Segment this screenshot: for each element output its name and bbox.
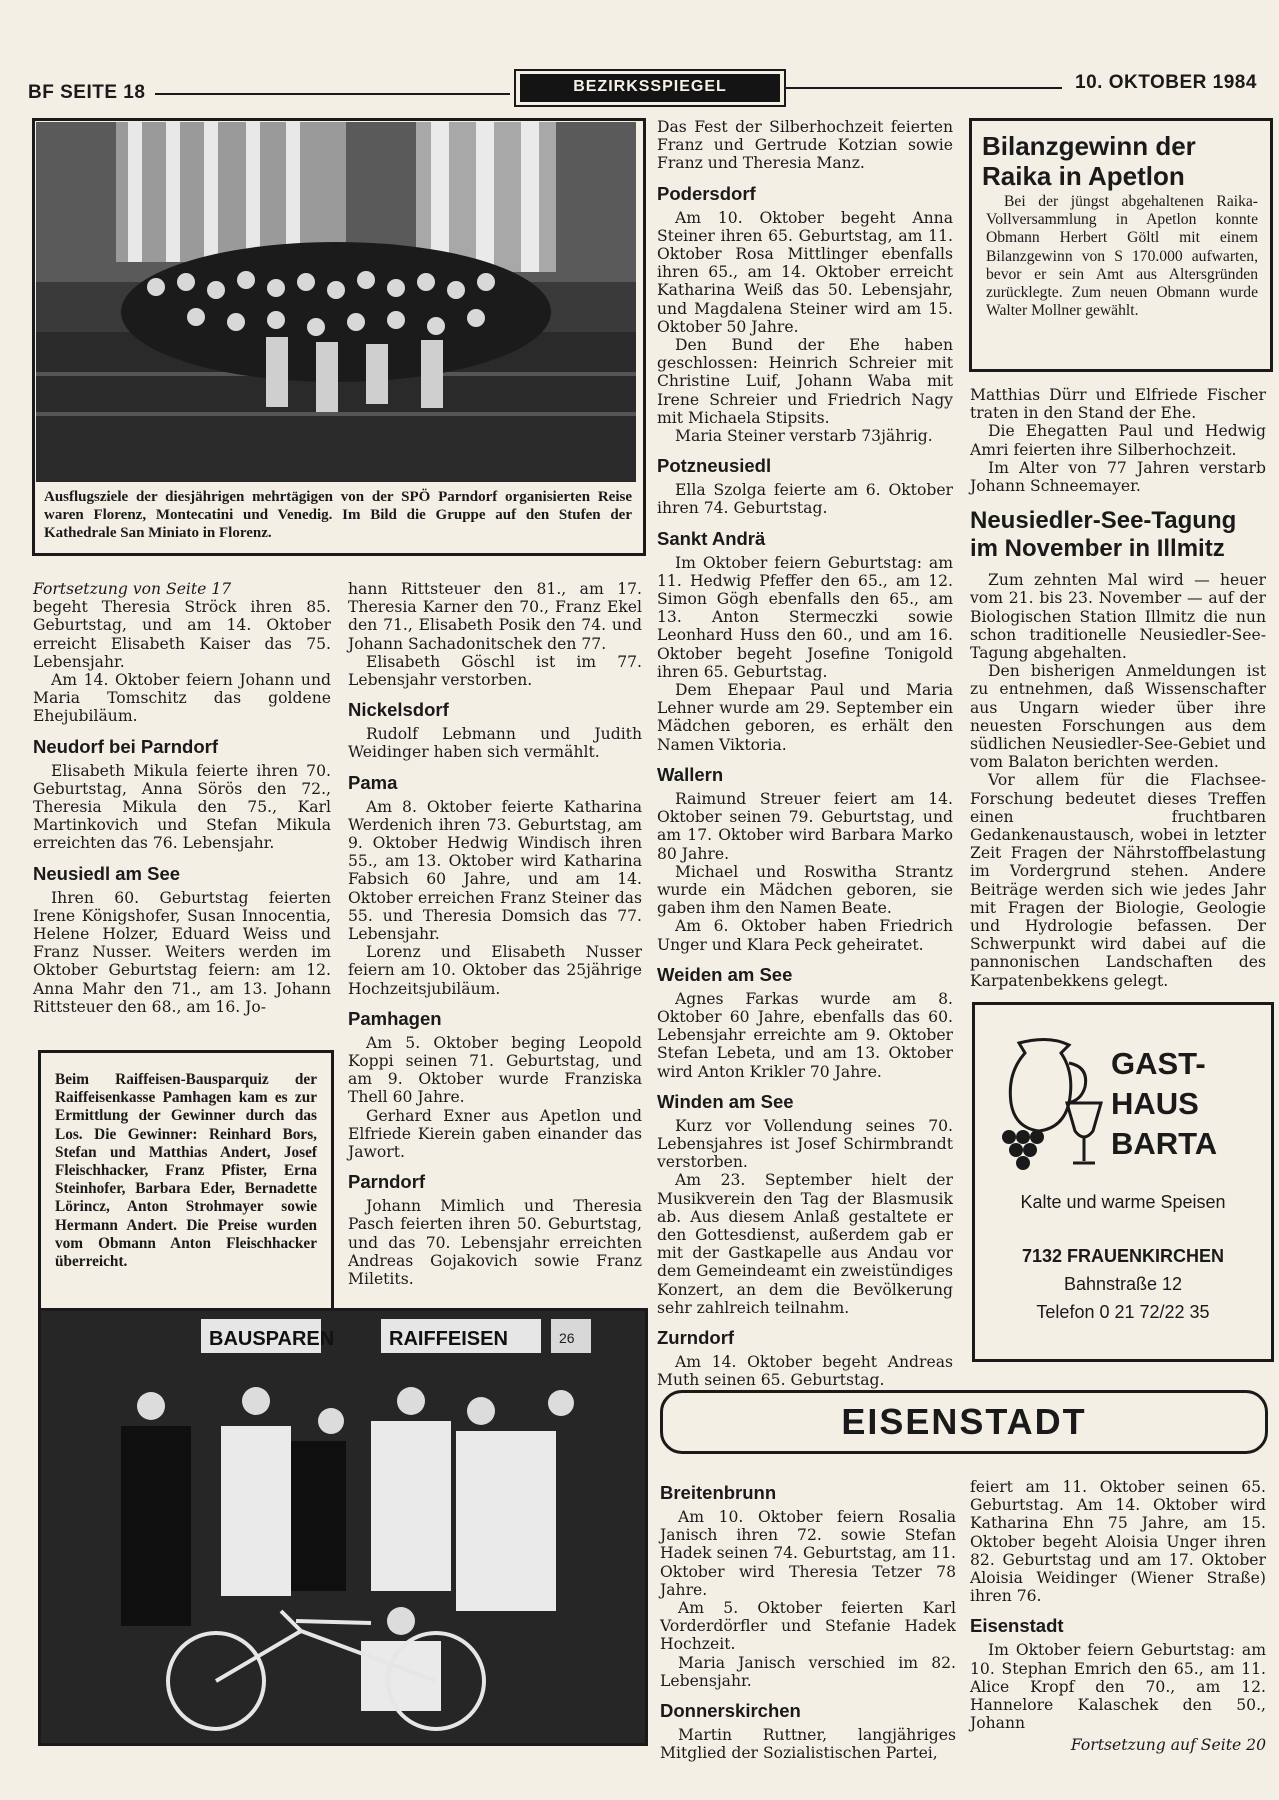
heading-nickelsdorf: Nickelsdorf <box>348 699 449 721</box>
continuation-from: Fortsetzung von Seite 17 <box>33 580 232 598</box>
heading-potzneusiedl: Potzneusiedl <box>657 455 772 477</box>
article-text: Elisabeth Mikula feierte ihren 70. Geburtstag, Anna Sörös den 72., Theresia Mikula den 75., Karl Martinkovich und Stefan Mikula erreichten das 76. Lebensjahr. <box>33 761 331 853</box>
masthead-title: BEZIRKSSPIEGEL <box>520 74 780 102</box>
article-text: Lorenz und Elisabeth Nusser feiern am 10. Oktober das 25jährige Hochzeitsjubiläum. <box>348 943 642 998</box>
heading-donnerskirchen: Donnerskirchen <box>660 1700 801 1722</box>
heading-weiden: Weiden am See <box>657 963 793 985</box>
banner-bausparen: BAUSPAREN <box>209 1328 335 1350</box>
column-1 <box>33 580 331 1016</box>
article-text: Am 14. Oktober feiern Johann und Maria Tomschitz das goldene Ehejubiläum. <box>33 671 331 726</box>
heading-parndorf: Parndorf <box>348 1171 426 1193</box>
article-text: feiert am 11. Oktober seinen 65. Geburtstag. Am 14. Oktober wird Katharina Ehn 75 Jahre, am 15. Oktober begeht Aloisia Unger ihren 82. Geburtstag und am 17. Oktober Aloisia Weidinger (Wiener Straße) ihren 76. <box>970 1478 1266 1606</box>
header-rule-left <box>155 93 510 95</box>
heading-winden: Winden am See <box>657 1090 794 1112</box>
jug-and-grapes-icon <box>989 1033 1109 1173</box>
group-photo <box>36 122 636 482</box>
article-text: Das Fest der Silberhochzeit feierten Franz und Gertrude Kotzian sowie Franz und Theresia Manz. <box>657 118 953 173</box>
article-text: Maria Janisch verschied im 82. Lebensjahr. <box>660 1653 956 1690</box>
article-text: Vor allem für die Flachsee-Forschung bedeutet dieses Treffen einen fruchtbaren Gedankenaustausch, wobei in letzter Zeit Fragen der Nährstoffbelastung im Vordergrund stehen. Andere Beiträge werden sich wie jedes Jahr mit Fragen der Biologie, Geologie und Hydrologie befassen. Der Schwerpunkt wird dabei auf die pannonischen Landschaften des Karpatenbekkens gelegt. <box>970 771 1266 990</box>
article-text: Michael und Roswitha Strantz wurde ein Mädchen geboren, sie gaben ihm den Namen Beate. <box>657 862 953 918</box>
article-text: Die Ehegatten Paul und Hedwig Amri feierten ihre Silberhochzeit. <box>970 422 1266 459</box>
article-text: Raimund Streuer feiert am 14. Oktober seinen 79. Geburtstag, und am 17. Oktober wird Barbara Marko 80 Jahre. <box>657 789 953 863</box>
headline-tagung: Neusiedler-See-Tagung im November in Illmitz <box>970 507 1237 563</box>
banner-raiffeisen: RAIFFEISEN <box>389 1328 508 1350</box>
article-text: Ihren 60. Geburtstag feierten Irene Königshofer, Susan Innocentia, Helene Holzer, Eduard Weiss und Franz Nusser. Weiters werden im Oktober Geburtstag feiern: am 12. Anna Mahr den 71., am 13. Johann Rittsteuer den 68., am 16. Jo- <box>33 888 331 1016</box>
article-text: Elisabeth Göschl ist im 77. Lebensjahr verstorben. <box>348 652 642 690</box>
article-text: Den Bund der Ehe haben geschlossen: Heinrich Schreier mit Christine Luif, Johann Waba mit Irene Schreier und Friedrich Nagy mit Michaela Stipsits. <box>657 336 953 427</box>
raika-title: Bilanzgewinn der Raika in Apetlon <box>982 131 1196 191</box>
eisenstadt-banner: EISENSTADT <box>660 1390 1268 1454</box>
eisenstadt-column-right <box>970 1478 1266 1755</box>
raiffeisen-text: Beim Raiffeisen-Bausparquiz der Raiffeisenkasse Pamhagen kam es zur Ermittlung der Gewinner durch das Los. Die Gewinner: Reinhard Bors, Stefan und Matthias Andert, Josef Fleischhacker, Franz Pfister, Erna Steinhofer, Barbara Eder, Bernadette Lörincz, Anton Strohmayer sowie Hermann Andert. Die Preise wurden vom Obmann Anton Fleischhacker überreicht. <box>55 1071 317 1271</box>
article-text: Am 10. Oktober begeht Anna Steiner ihren 65. Geburtstag, am 11. Oktober Rosa Mittlinger ebenfalls ihren 65., am 14. Oktober erreicht Katharina Weiß das 50. Lebensjahr, und Magdalena Steiner wird am 15. Oktober 50 Jahre. <box>657 208 953 336</box>
article-text: Matthias Dürr und Elfriede Fischer traten in den Stand der Ehe. <box>970 386 1266 423</box>
article-text: Agnes Farkas wurde am 8. Oktober 60 Jahre, ebenfalls das 60. Lebensjahr erreichte am 9. Oktober Stefan Lebeta, und am 13. Oktober wird Anton Krikler 70 Jahre. <box>657 989 953 1081</box>
heading-breitenbrunn: Breitenbrunn <box>660 1482 777 1503</box>
heading-eisenstadt: Eisenstadt <box>970 1615 1064 1637</box>
article-text: Maria Steiner verstarb 73jährig. <box>675 427 933 446</box>
heading-pamhagen: Pamhagen <box>348 1007 442 1029</box>
ad-street: Bahnstraße 12 <box>1063 1274 1183 1294</box>
article-text: Am 8. Oktober feierte Katharina Werdenich ihren 73. Geburtstag, am 9. Oktober Hedwig Windisch ihren 55., am 13. Oktober wird Katharina Fabsich 60 Jahre, und am 14. Oktober erreichen Franz Steiner das 55. und Theresia Domsich das 77. Lebensjahr. <box>348 797 642 944</box>
eisenstadt-column-left <box>660 1478 956 1762</box>
raiffeisen-box <box>38 1050 334 1314</box>
article-text: Am 23. September hielt der Musikverein den Tag der Blasmusik ab. Aus diesem Anlaß gestaltete er den Gottesdienst, außerdem gab er mit der Gastkapelle aus Andau vor dem Gemeindeamt ein zweistündiges Konzert, an dem die Bevölkerung sehr zahlreich teilnahm. <box>657 1171 953 1317</box>
heading-neudorf: Neudorf bei Parndorf <box>33 735 219 757</box>
article-text: Ella Szolga feierte am 6. Oktober ihren 74. Geburtstag. <box>657 481 953 518</box>
heading-wallern: Wallern <box>657 763 724 785</box>
heading-neusiedl: Neusiedl am See <box>33 862 181 884</box>
article-text: Dem Ehepaar Paul und Maria Lehner wurde am 29. September ein Mädchen geboren, es erhält den Namen Viktoria. <box>657 681 953 754</box>
article-text: Rudolf Lebmann und Judith Weidinger haben sich vermählt. <box>348 725 642 762</box>
column-2 <box>348 580 642 1288</box>
article-text: Im Oktober feiern Geburtstag: am 11. Hedwig Pfeffer den 65., am 12. Simon Gögh ebenfalls den 65., am 13. Anton Stermeczki sowie Leonhard Huss den 60., und am 16. Oktober begeht Josefine Tonigold ihren 65. Geburtstag. <box>657 553 953 681</box>
banner-number: 26 <box>559 1330 575 1346</box>
continuation-to: Fortsetzung auf Seite 20 <box>1070 1736 1266 1755</box>
issue-date: 10. OKTOBER 1984 <box>1075 72 1257 93</box>
header-rule-right <box>786 87 1062 89</box>
raika-box <box>969 118 1273 372</box>
heading-pama: Pama <box>348 771 398 793</box>
article-text: Am 6. Oktober haben Friedrich Unger und Klara Peck geheiratet. <box>657 917 953 954</box>
raiffeisen-photo <box>38 1308 648 1746</box>
ad-gasthaus-barta <box>972 1002 1274 1362</box>
article-text: Gerhard Exner aus Apetlon und Elfriede Kierein gaben einander das Jawort. <box>348 1106 642 1162</box>
raiffeisen-photo-image <box>41 1311 645 1743</box>
heading-zurndorf: Zurndorf <box>657 1326 735 1348</box>
ad-title-line2: HAUS <box>1111 1086 1199 1121</box>
group-photo-image <box>36 122 636 482</box>
page-label: BF SEITE 18 <box>28 82 146 103</box>
ad-title-line1: GAST- <box>1111 1046 1206 1081</box>
ad-tagline: Kalte und warme Speisen <box>1020 1192 1226 1212</box>
article-text: Am 14. Oktober begeht Andreas Muth seinen 65. Geburtstag. <box>657 1352 953 1390</box>
article-text: begeht Theresia Ströck ihren 85. Geburtstag, und am 14. Oktober erreicht Elisabeth Kaiser das 75. Lebensjahr. <box>33 598 331 671</box>
article-text: Am 10. Oktober feiern Rosalia Janisch ihren 72. sowie Stefan Hadek seinen 74. Geburtstag, am 11. Oktober wird Theresia Tetzer 78 Jahre. <box>660 1508 956 1599</box>
raika-text: Bei der jüngst abgehaltenen Raika-Vollversammlung in Apetlon konnte Obmann Herbert Göltl mit einem Bilanzgewinn von S 170.000 aufwarten, bevor er sein Amt aus Altersgründen zurücklegte. Zum neuen Obmann wurde Walter Mollner gewählt. <box>986 193 1258 320</box>
article-text: Johann Mimlich und Theresia Pasch feierten ihren 50. Geburtstag, und das 70. Lebensjahr erreichten Andreas Gojakovich sowie Franz Miletits. <box>348 1197 642 1289</box>
ad-title-line3: BARTA <box>1111 1126 1218 1161</box>
article-text: Den bisherigen Anmeldungen ist zu entnehmen, daß Wissenschafter aus Ungarn wieder über ihre neuesten Forschungen aus dem südlichen Neusiedler-See-Gebiet und vom Balaton berichten werden. <box>970 662 1266 772</box>
article-text: hann Rittsteuer den 81., am 17. Theresia Karner den 70., Franz Ekel den 71., Elisabeth Posik den 74. und Johann Sachadonitschek den 77. <box>348 580 642 653</box>
heading-sankt-andra: Sankt Andrä <box>657 527 766 549</box>
column-3 <box>657 118 953 1389</box>
ad-city: 7132 FRAUENKIRCHEN <box>1021 1246 1225 1266</box>
masthead <box>514 69 786 107</box>
article-text: Am 5. Oktober feierten Karl Vorderdörfler und Stefanie Hadek Hochzeit. <box>660 1599 956 1654</box>
heading-podersdorf: Podersdorf <box>657 182 756 204</box>
article-text: Martin Ruttner, langjähriges Mitglied der Sozialistischen Partei, <box>660 1726 956 1763</box>
group-photo-caption: Ausflugsziele der diesjährigen mehrtägigen von der SPÖ Parndorf organisierten Reise waren Florenz, Montecatini und Venedig. Im Bild die Gruppe auf den Stufen der Kathedrale San Miniato in Florenz. <box>44 489 632 541</box>
article-text: Im Alter von 77 Jahren verstarb Johann Schneemayer. <box>970 458 1266 496</box>
article-text: Kurz vor Vollendung seines 70. Lebensjahres ist Josef Schirmbrandt verstorben. <box>657 1116 953 1172</box>
article-text: Am 5. Oktober beging Leopold Koppi seinen 71. Geburtstag, und am 9. Oktober wurde Franziska Thell 60 Jahre. <box>348 1033 642 1107</box>
column-4 <box>970 386 1266 990</box>
article-text: Zum zehnten Mal wird — heuer vom 21. bis 23. November — auf der Biologischen Station Illmitz die nun schon traditionelle Neusiedler-See-Tagung abgehalten. <box>970 571 1266 663</box>
ad-phone: Telefon 0 21 72/22 35 <box>1036 1302 1210 1322</box>
article-text: Im Oktober feiern Geburtstag: am 10. Stephan Emrich den 65., am 11. Alice Kropf den 70., am 12. Hannelore Kalaschek den 50., Johann <box>970 1641 1266 1733</box>
